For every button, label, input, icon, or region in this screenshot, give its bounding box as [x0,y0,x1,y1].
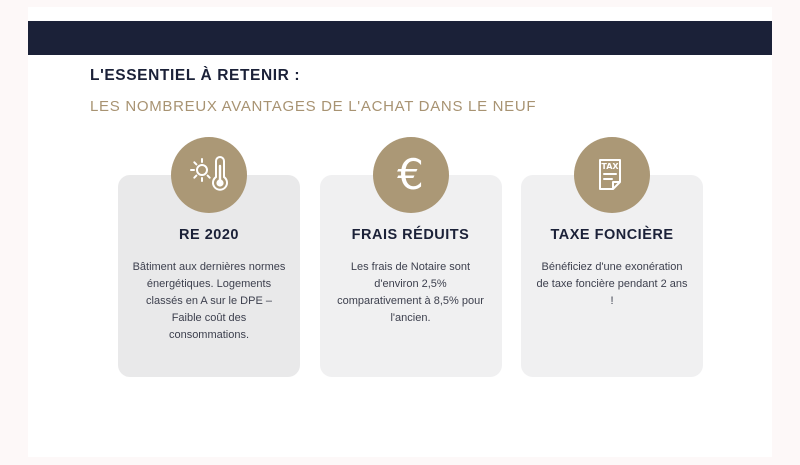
card-body: Bâtiment aux dernières normes énergétiques. Logements classés en A sur le DPE – Faible coût des consommations. [132,261,286,342]
tax-document-icon [574,137,650,213]
card-body: Les frais de Notaire sont d'environ 2,5% comparativement à 8,5% pour l'ancien. [337,261,484,325]
euro-glyph: € [397,150,424,199]
slide-header-bar [28,21,772,55]
thermometer-sun-icon [171,137,247,213]
page-subtitle: LES NOMBREUX AVANTAGES DE L'ACHAT DANS LE NEUF [90,98,537,115]
slide-canvas [28,7,772,457]
benefit-card-re2020 [118,175,300,377]
card-title: FRAIS RÉDUITS [351,227,470,243]
card-title: RE 2020 [179,227,239,243]
svg-text:TAX: TAX [601,162,619,171]
card-title: TAXE FONCIÈRE [550,227,674,243]
card-body: Bénéficiez d'une exonération de taxe foncière pendant 2 ans ! [536,261,688,308]
euro-icon [373,137,449,213]
benefit-card-frais-reduits [320,150,502,377]
headings-block [90,67,536,115]
benefit-card-taxe-fonciere [521,162,703,377]
cards-row [118,150,703,377]
page-title: L'ESSENTIEL À RETENIR : [90,67,301,84]
